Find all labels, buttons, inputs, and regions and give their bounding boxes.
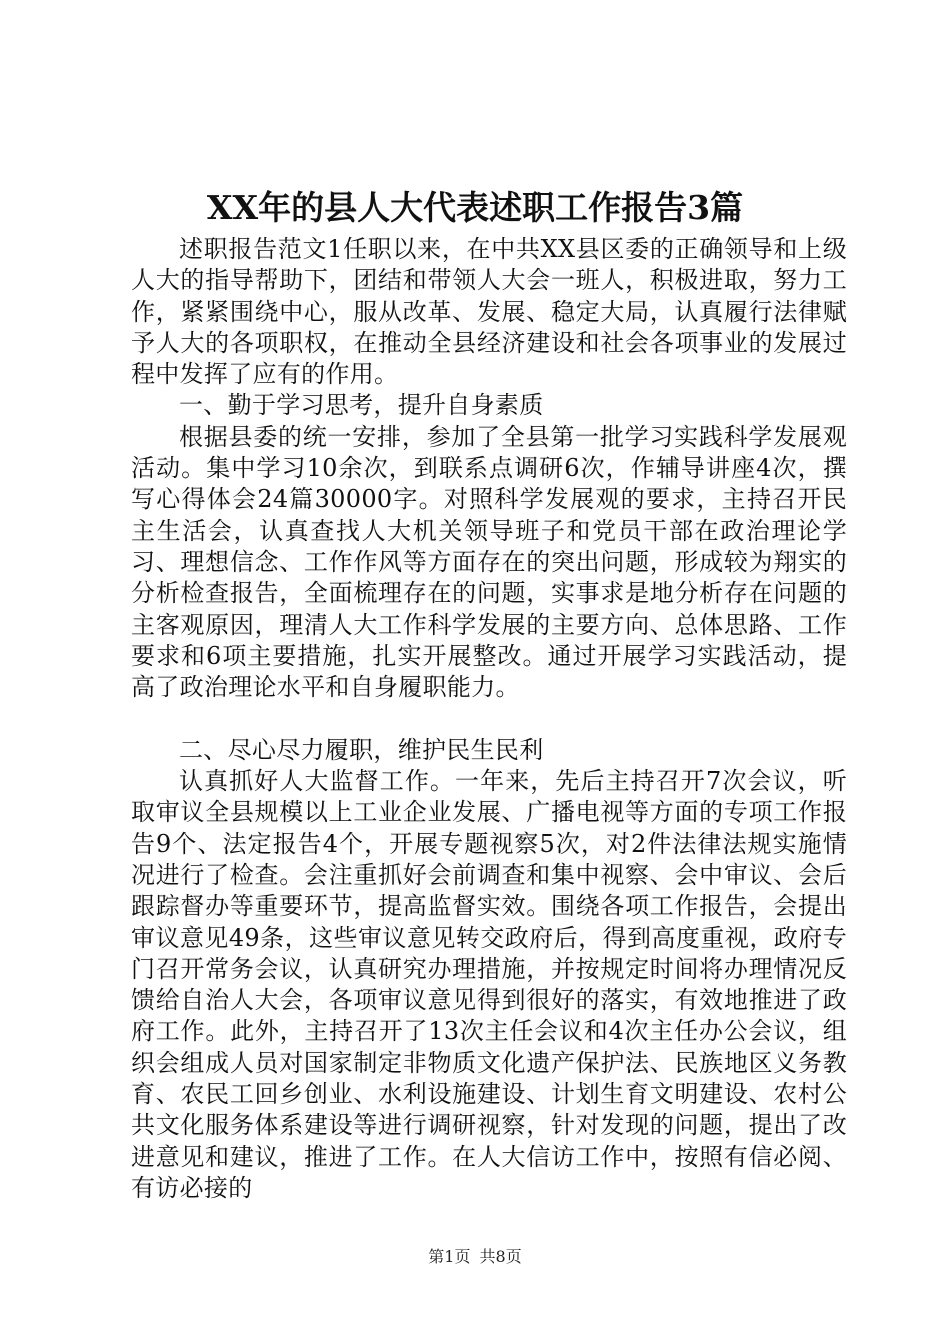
document-title: XX年的县人大代表述职工作报告3篇 [206,188,744,227]
section-2-paragraph: 认真抓好人大监督工作。一年来，先后主持召开7次会议，听取审议全县规模以上工业企业发展、广播电视等方面的专项工作报告9个、法定报告4个，开展专题视察5次，对2件法律法规实施情况进行了检查。会注重抓好会前调查和集中视察、会中审议、会后跟踪督办等重要环节，提高监督实效。围绕各项工作报告，会提出审议意见49条，这些审议意见转交政府后，得到高度重视，政府专门召开常务会议，认真研究办理措施，并按规定时间将办理情况反馈给自治人大会，各项审议意见得到很好的落实，有效地推进了政府工作。此外，主持召开了13次主任会议和4次主任办公会议，组织会组成人员对国家制定非物质文化遗产保护法、民族地区义务教育、农民工回乡创业、水利设施建设、计划生育文明建设、农村公共文化服务体系建设等进行调研视察，针对发现的问题，提出了改进意见和建议，推进了工作。在人大信访工作中，按照有信必阅、有访必接的 [131,767,847,1202]
paragraph-gap [131,703,847,734]
page-number-footer: 第1页 共8页 [428,1247,522,1266]
section-heading-1: 一、勤于学习思考，提升自身素质 [179,391,544,420]
document-body [131,234,847,1204]
section-1-paragraph: 根据县委的统一安排，参加了全县第一批学习实践科学发展观活动。集中学习10余次，到联系点调研6次，作辅导讲座4次，撰写心得体会24篇30000字。对照科学发展观的要求，主持召开民主生活会，认真查找人大机关领导班子和党员干部在政治理论学习、理想信念、工作作风等方面存在的突出问题，形成较为翔实的分析检查报告，全面梳理存在的问题，实事求是地分析存在问题的主客观原因，理清人大工作科学发展的主要方向、总体思路、工作要求和6项主要措施，扎实开展整改。通过开展学习实践活动，提高了政治理论水平和自身履职能力。 [131,422,847,702]
section-heading-2: 二、尽心尽力履职，维护民生民利 [179,735,544,764]
intro-paragraph: 述职报告范文1任职以来，在中共XX县区委的正确领导和上级人大的指导帮助下，团结和带领人大会一班人，积极进取，努力工作，紧紧围绕中心，服从改革、发展、稳定大局，认真履行法律赋予人大的各项职权，在推动全县经济建设和社会各项事业的发展过程中发挥了应有的作用。 [131,235,847,389]
